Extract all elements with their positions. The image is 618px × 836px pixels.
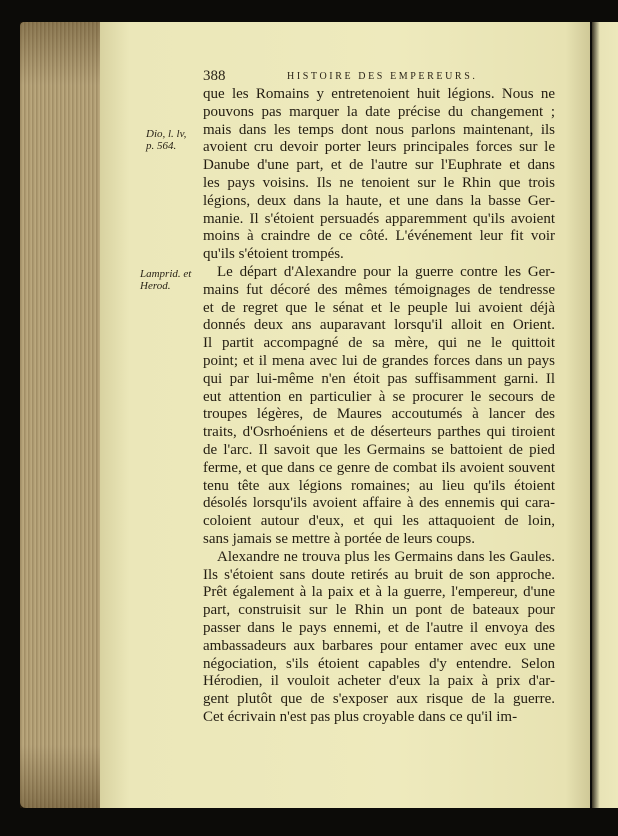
text-line: Il partit accompagné de sa mère, qui ne le quittoit [203,335,555,352]
page-header [203,68,555,88]
text-line: Hérodien, il vouloit acheter d'eux la paix à prix d'ar- [203,673,555,690]
margin-note-lamprid [140,268,191,292]
text-line: Danube d'une part, et de l'autre sur l'Euphrate et dans [203,157,555,174]
text-line: eut attention en particulier à se procurer le secours de [203,388,555,405]
text-line: point; et il mena avec lui de grandes forces dans un pays [203,352,555,369]
text-line: que les Romains y entretenoient huit légions. Nous ne [203,86,555,102]
text-line: manie. Il s'étoient persuadés apparemment qu'ils avoient [203,210,555,227]
text-line: moins à craindre de ce côté. L'événement leur fit voir [203,228,555,245]
text-line: avoient cru devoir porter leurs principales forces sur le [203,139,555,156]
text-line: de l'arc. Il savoit que les Germains se battoient de pied [203,441,555,458]
margin-note-line: Herod. [140,280,171,292]
text-line: passer dans le pays ennemi, et de l'autre il envoya des [203,619,555,636]
text-line: et de regret que le sénat et le peuple lui avoient déjà [203,299,555,316]
text-line: Prêt également à la paix et à la guerre, l'empereur, d'une [203,584,555,601]
margin-note-dio [146,128,186,152]
text-line: Le départ d'Alexandre pour la guerre contre les Ger- [217,263,555,280]
body-text [203,86,555,727]
text-line: sans jamais se mettre à portée de leurs coups. [203,530,475,547]
book-page-edges [20,22,102,808]
page-number: 388 [203,68,226,84]
text-line: ambassadeurs aux barbares pour entamer avec eux une [203,637,555,654]
text-line: désolés lorsqu'ils avoient affaire à des ennemis qui cara- [203,495,555,512]
text-line: négociation, s'ils étoient capables d'y entendre. Selon [203,655,555,672]
margin-note-line: Lamprid. et [140,268,192,280]
text-line: traits, d'Osrhoéniens et de déserteurs parthes qui tiroient [203,424,555,441]
facing-page-edge [592,22,618,808]
margin-note-line: p. 564. [146,140,177,152]
margin-note-line: Dio, l. lv, [146,128,187,140]
text-line: ferme, et que dans ce genre de combat ils avoient souvent [203,459,555,476]
text-line: donnés deux ans auparavant lorsqu'il alloit en Orient. [203,317,555,334]
text-line: gent plutôt que de s'exposer aux risque de la guerre. [203,691,555,708]
text-line: qu'ils s'étoient trompés. [203,246,344,263]
text-line: troupes légères, de Maures accoutumés à lancer des [203,406,555,423]
text-line: qui par lui-même n'en étoit pas suffisamment garni. Il [203,370,555,387]
text-line: Ils s'étoient sans doute retirés au bruit de son approche. [203,566,555,583]
text-line: les pays voisins. Ils ne tenoient sur le Rhin que trois [203,174,555,191]
text-line: mais dans les temps dont nous parlons maintenant, ils [203,121,555,138]
text-line: tenu tête aux légions romaines; au lieu qu'ils étoient [203,477,555,494]
text-line: pouvons pas marquer la date précise du changement ; [203,103,555,120]
text-line: légions, deux dans la haute, et une dans la basse Ger- [203,192,555,209]
text-line: Cet écrivain n'est pas plus croyable dans ce qu'il im- [203,708,518,725]
text-line: Alexandre ne trouva plus les Germains dans les Gaules. [217,548,555,565]
text-line: coloient autour d'eux, et qui les attaquoient de loin, [203,513,555,530]
running-title: HISTOIRE DES EMPEREURS. [287,71,478,82]
text-line: mains fut décoré des mêmes témoignages de tendresse [203,281,555,298]
text-line: part, construisit sur le Rhin un pont de bateaux pour [203,602,555,619]
